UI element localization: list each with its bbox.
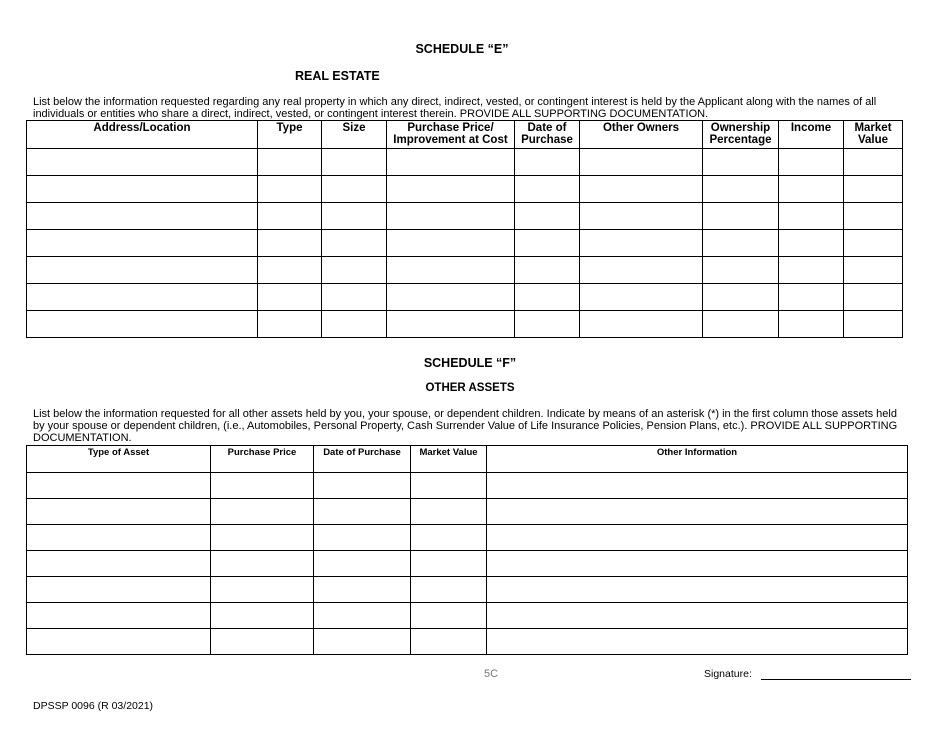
column-header: Other Owners — [580, 121, 703, 149]
entry-cell[interactable] — [211, 525, 314, 551]
entry-cell[interactable] — [27, 176, 258, 203]
table-row — [27, 473, 908, 499]
entry-cell[interactable] — [322, 149, 387, 176]
entry-cell[interactable] — [258, 311, 322, 338]
table-row — [27, 577, 908, 603]
entry-cell[interactable] — [580, 257, 703, 284]
entry-cell[interactable] — [844, 176, 903, 203]
entry-cell[interactable] — [779, 284, 844, 311]
entry-cell[interactable] — [703, 176, 779, 203]
entry-cell[interactable] — [487, 629, 908, 655]
entry-cell[interactable] — [387, 311, 515, 338]
page-number: 5C — [484, 668, 499, 680]
entry-cell[interactable] — [411, 499, 487, 525]
entry-cell[interactable] — [27, 284, 258, 311]
entry-cell[interactable] — [580, 311, 703, 338]
table-row — [27, 203, 903, 230]
entry-cell[interactable] — [515, 203, 580, 230]
entry-cell[interactable] — [779, 311, 844, 338]
entry-cell[interactable] — [314, 603, 411, 629]
entry-cell[interactable] — [258, 149, 322, 176]
table-row — [27, 230, 903, 257]
table-header-row — [27, 446, 908, 473]
entry-cell[interactable] — [487, 551, 908, 577]
entry-cell[interactable] — [703, 311, 779, 338]
column-header: Purchase Price — [211, 446, 314, 473]
entry-cell[interactable] — [27, 577, 211, 603]
entry-cell[interactable] — [779, 203, 844, 230]
table-row — [27, 284, 903, 311]
schedule-e-instructions: List below the information requested regarding any real property in which any direct, indirect, vested, or contingent interest is held by the Applicant along with the names of all individuals or entities who share a direct, indirect, vested, or contingent interest therein. PROVIDE ALL SUPPORTING DOCUMENTATION. — [33, 96, 877, 120]
signature-line[interactable] — [761, 668, 911, 680]
table-row — [27, 551, 908, 577]
entry-cell[interactable] — [258, 284, 322, 311]
entry-cell[interactable] — [314, 499, 411, 525]
entry-cell[interactable] — [703, 284, 779, 311]
column-header: Size — [322, 121, 387, 149]
signature-label: Signature: — [704, 668, 752, 680]
entry-cell[interactable] — [322, 284, 387, 311]
table-row — [27, 176, 903, 203]
column-header: Date of Purchase — [515, 121, 580, 149]
entry-cell[interactable] — [27, 525, 211, 551]
entry-cell[interactable] — [211, 629, 314, 655]
entry-cell[interactable] — [487, 473, 908, 499]
entry-cell[interactable] — [314, 525, 411, 551]
entry-cell[interactable] — [580, 284, 703, 311]
entry-cell[interactable] — [322, 311, 387, 338]
entry-cell[interactable] — [779, 176, 844, 203]
entry-cell[interactable] — [211, 577, 314, 603]
entry-cell[interactable] — [779, 257, 844, 284]
entry-cell[interactable] — [779, 230, 844, 257]
entry-cell[interactable] — [314, 577, 411, 603]
entry-cell[interactable] — [27, 603, 211, 629]
entry-cell[interactable] — [387, 203, 515, 230]
entry-cell[interactable] — [314, 473, 411, 499]
entry-cell[interactable] — [27, 629, 211, 655]
entry-cell[interactable] — [487, 603, 908, 629]
entry-cell[interactable] — [844, 311, 903, 338]
entry-cell[interactable] — [411, 629, 487, 655]
table-row — [27, 149, 903, 176]
column-header: Purchase Price/ Improvement at Cost — [387, 121, 515, 149]
entry-cell[interactable] — [27, 203, 258, 230]
entry-cell[interactable] — [258, 230, 322, 257]
entry-cell[interactable] — [322, 230, 387, 257]
entry-cell[interactable] — [211, 551, 314, 577]
table-header-row — [27, 121, 903, 149]
table-row — [27, 603, 908, 629]
entry-cell[interactable] — [27, 473, 211, 499]
entry-cell[interactable] — [844, 284, 903, 311]
entry-cell[interactable] — [27, 149, 258, 176]
entry-cell[interactable] — [211, 473, 314, 499]
entry-cell[interactable] — [779, 149, 844, 176]
column-header: Type of Asset — [27, 446, 211, 473]
entry-cell[interactable] — [387, 149, 515, 176]
entry-cell[interactable] — [580, 149, 703, 176]
form-id: DPSSP 0096 (R 03/2021) — [33, 700, 154, 712]
schedule-f-instructions: List below the information requested for all other assets held by you, your spouse, or dependent children. Indicate by means of an asterisk (*) in the first column those assets held by your spouse or dependent children, (i.e., Automobiles, Personal Property, Cash Surrender Value of Life Insurance Policies, Pension Plans, etc.). PROVIDE ALL SUPPORTING DOCUMENTATION. — [33, 408, 898, 444]
entry-cell[interactable] — [211, 499, 314, 525]
entry-cell[interactable] — [487, 499, 908, 525]
entry-cell[interactable] — [387, 230, 515, 257]
entry-cell[interactable] — [387, 176, 515, 203]
table-row — [27, 257, 903, 284]
entry-cell[interactable] — [258, 203, 322, 230]
column-header: Type — [258, 121, 322, 149]
entry-cell[interactable] — [314, 629, 411, 655]
entry-cell[interactable] — [411, 551, 487, 577]
entry-cell[interactable] — [411, 603, 487, 629]
entry-cell[interactable] — [844, 230, 903, 257]
column-header: Income — [779, 121, 844, 149]
entry-cell[interactable] — [322, 257, 387, 284]
column-header: Other Information — [487, 446, 908, 473]
entry-cell[interactable] — [322, 176, 387, 203]
column-header: Address/Location — [27, 121, 258, 149]
entry-cell[interactable] — [27, 551, 211, 577]
column-header: Market Value — [844, 121, 903, 149]
entry-cell[interactable] — [387, 284, 515, 311]
entry-cell[interactable] — [580, 203, 703, 230]
schedule-e-subtitle: REAL ESTATE — [295, 69, 380, 83]
entry-cell[interactable] — [258, 176, 322, 203]
entry-cell[interactable] — [487, 577, 908, 603]
column-header: Date of Purchase — [314, 446, 411, 473]
table-row — [27, 499, 908, 525]
entry-cell[interactable] — [580, 230, 703, 257]
entry-cell[interactable] — [515, 284, 580, 311]
entry-cell[interactable] — [27, 499, 211, 525]
entry-cell[interactable] — [703, 203, 779, 230]
entry-cell[interactable] — [580, 176, 703, 203]
entry-cell[interactable] — [844, 149, 903, 176]
table-row — [27, 525, 908, 551]
entry-cell[interactable] — [387, 257, 515, 284]
entry-cell[interactable] — [258, 257, 322, 284]
entry-cell[interactable] — [314, 551, 411, 577]
entry-cell[interactable] — [411, 525, 487, 551]
entry-cell[interactable] — [27, 257, 258, 284]
column-header: Ownership Percentage — [703, 121, 779, 149]
entry-cell[interactable] — [211, 603, 314, 629]
table-row — [27, 311, 903, 338]
entry-cell[interactable] — [515, 176, 580, 203]
table-row — [27, 629, 908, 655]
real-estate-table — [26, 120, 903, 338]
entry-cell[interactable] — [322, 203, 387, 230]
entry-cell[interactable] — [844, 257, 903, 284]
entry-cell[interactable] — [411, 577, 487, 603]
entry-cell[interactable] — [515, 311, 580, 338]
schedule-f-title: SCHEDULE “F” — [423, 356, 517, 370]
entry-cell[interactable] — [703, 149, 779, 176]
entry-cell[interactable] — [515, 230, 580, 257]
entry-cell[interactable] — [27, 230, 258, 257]
entry-cell[interactable] — [411, 473, 487, 499]
other-assets-table — [26, 445, 908, 655]
entry-cell[interactable] — [703, 257, 779, 284]
schedule-e-title: SCHEDULE “E” — [415, 42, 509, 56]
schedule-f-subtitle: OTHER ASSETS — [425, 382, 515, 394]
entry-cell[interactable] — [515, 149, 580, 176]
column-header: Market Value — [411, 446, 487, 473]
entry-cell[interactable] — [703, 230, 779, 257]
entry-cell[interactable] — [844, 203, 903, 230]
entry-cell[interactable] — [27, 311, 258, 338]
entry-cell[interactable] — [515, 257, 580, 284]
entry-cell[interactable] — [487, 525, 908, 551]
signature-block — [704, 668, 911, 680]
